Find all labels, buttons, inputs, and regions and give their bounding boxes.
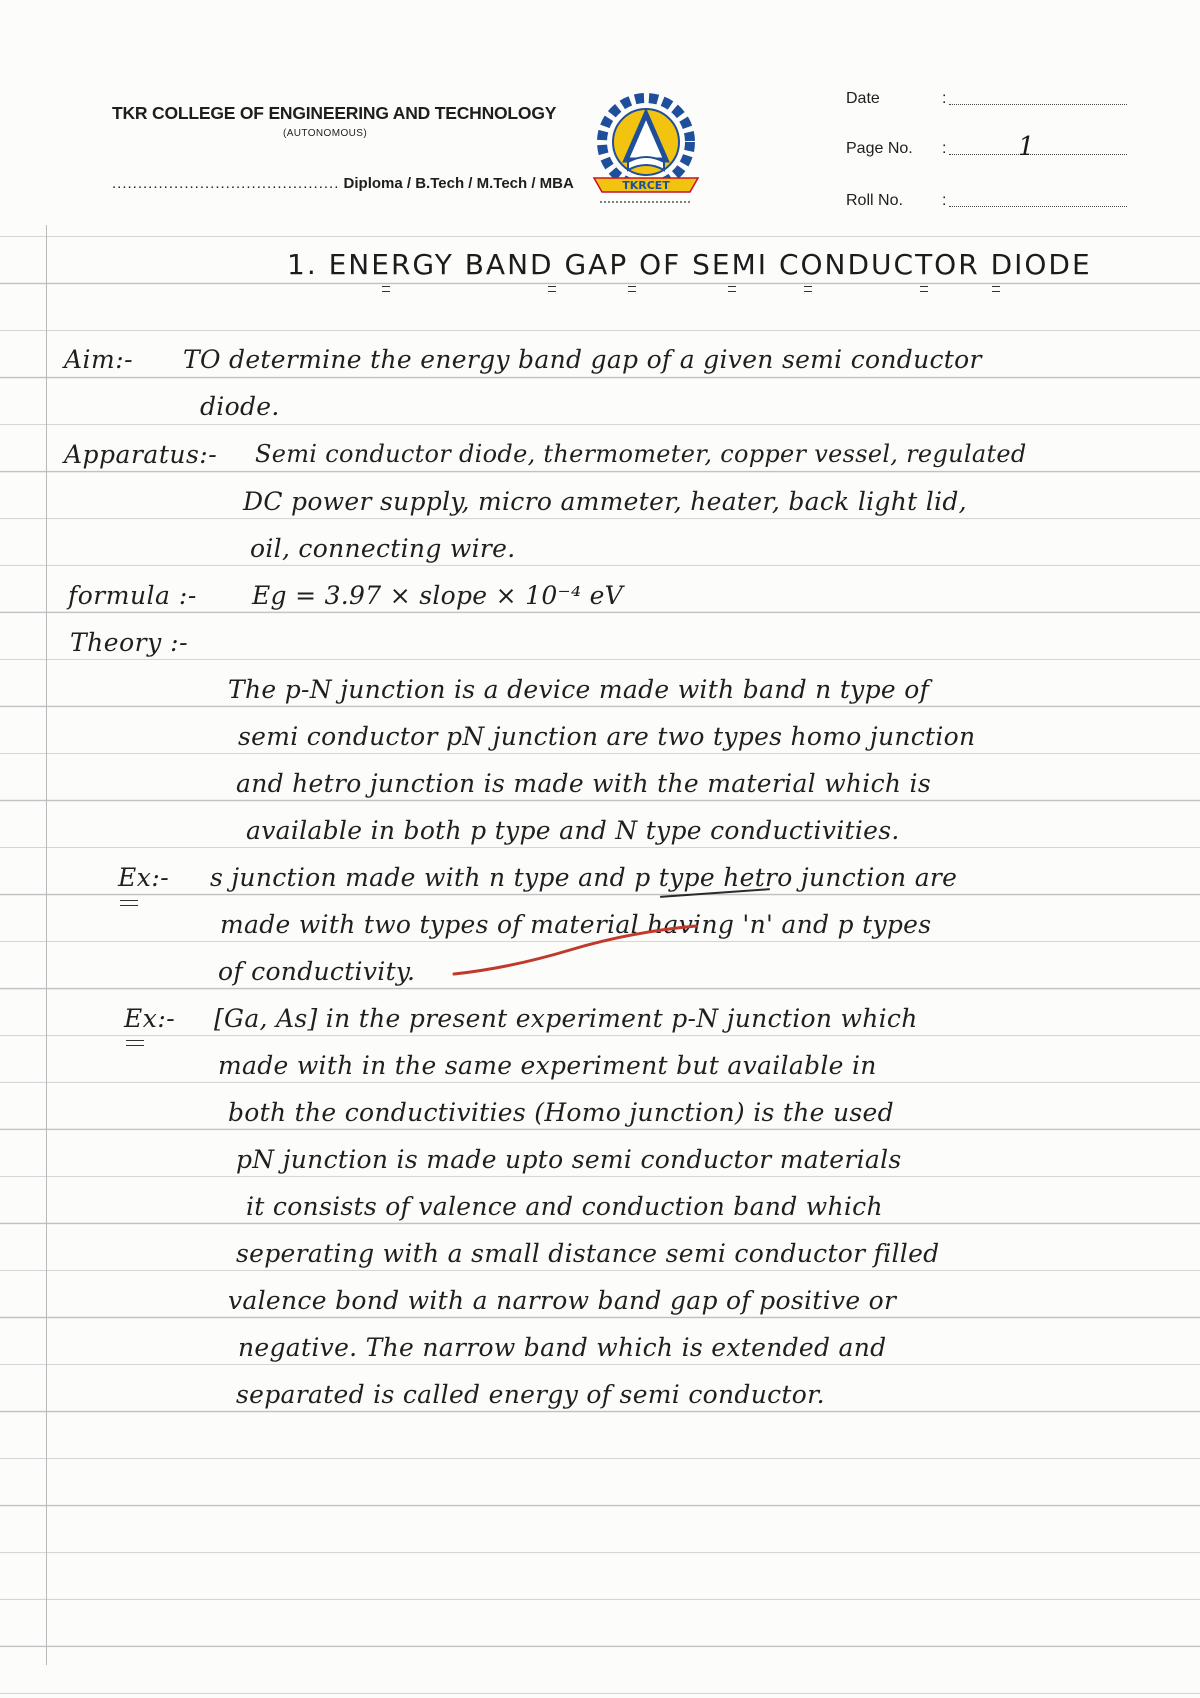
apparatus-label: Apparatus:- [64,440,218,469]
date-blank [949,104,1127,105]
roll-no-field [846,192,947,210]
course-line [112,175,574,192]
title-underline-mark [548,286,556,292]
formula-label: formula :- [68,581,197,610]
example-line: it consists of valence and conduction band which [246,1192,883,1221]
date-colon: : [942,90,947,107]
example-line: separated is called energy of semi conductor. [236,1380,825,1409]
college-name: TKR COLLEGE OF ENGINEERING AND TECHNOLOGY [112,103,557,123]
page-no-field [846,140,947,158]
title-underline-mark [728,286,736,292]
course-options: Diploma / B.Tech / M.Tech / MBA [343,175,574,192]
page-no-label: Page No. [846,140,913,157]
example-line: pN junction is made upto semi conductor materials [236,1145,902,1174]
aim-line: diode. [200,392,280,421]
title-underline-mark [804,286,812,292]
date-field [846,90,947,108]
apparatus-line: Semi conductor diode, thermometer, copper vessel, regulated [255,440,1027,468]
page-no-blank [949,154,1127,155]
example-line: s junction made with n type and p type hetro junction are [210,863,958,892]
theory-line: available in both p type and N type conductivities. [246,816,900,845]
example-label: Ex:- [118,863,170,892]
theory-line: and hetro junction is made with the material which is [236,769,931,798]
logo-text: TKRCET [622,179,670,192]
theory-label: Theory :- [70,628,189,657]
roll-no-colon: : [942,192,947,209]
college-autonomous-label: (AUTONOMOUS) [283,128,368,139]
example-label: Ex:- [124,1004,176,1033]
college-emblem-icon [584,86,708,214]
example-underline [126,1040,144,1046]
page-no-colon: : [942,140,947,157]
theory-line: The p-N junction is a device made with band n type of [228,675,930,704]
page-title: 1. ENERGY BAND GAP OF SEMI CONDUCTOR DIODE [287,248,1092,281]
page-no-value: 1 [1018,132,1035,162]
title-underline-mark [628,286,636,292]
roll-no-label: Roll No. [846,192,903,209]
title-underline-mark [920,286,928,292]
example-line: valence bond with a narrow band gap of positive or [228,1286,897,1315]
example-line: both the conductivities (Homo junction) is the used [228,1098,894,1127]
course-blank: ............................................ [112,175,340,192]
example-line: of conductivity. [218,957,416,986]
example-line: [Ga, As] in the present experiment p-N junction which [214,1004,918,1033]
example-line: seperating with a small distance semi conductor filled [236,1239,940,1268]
apparatus-line: oil, connecting wire. [250,534,516,563]
date-label: Date [846,90,880,107]
aim-label: Aim:- [64,345,134,374]
title-underline-mark [992,286,1000,292]
correction-mark [450,920,700,980]
title-underline-mark [382,286,390,292]
formula-text: Eg = 3.97 × slope × 10⁻⁴ eV [252,581,624,610]
apparatus-line: DC power supply, micro ammeter, heater, back light lid, [243,487,967,516]
example-line: made with two types of material having 'n' and p types [220,910,932,939]
example-underline [120,900,138,906]
example-line: made with in the same experiment but available in [218,1051,877,1080]
aim-line: TO determine the energy band gap of a given semi conductor [183,345,982,374]
margin-line [46,225,47,1665]
roll-no-blank [949,206,1127,207]
theory-line: semi conductor pN junction are two types homo junction [238,722,976,751]
example-line: negative. The narrow band which is extended and [238,1333,887,1362]
